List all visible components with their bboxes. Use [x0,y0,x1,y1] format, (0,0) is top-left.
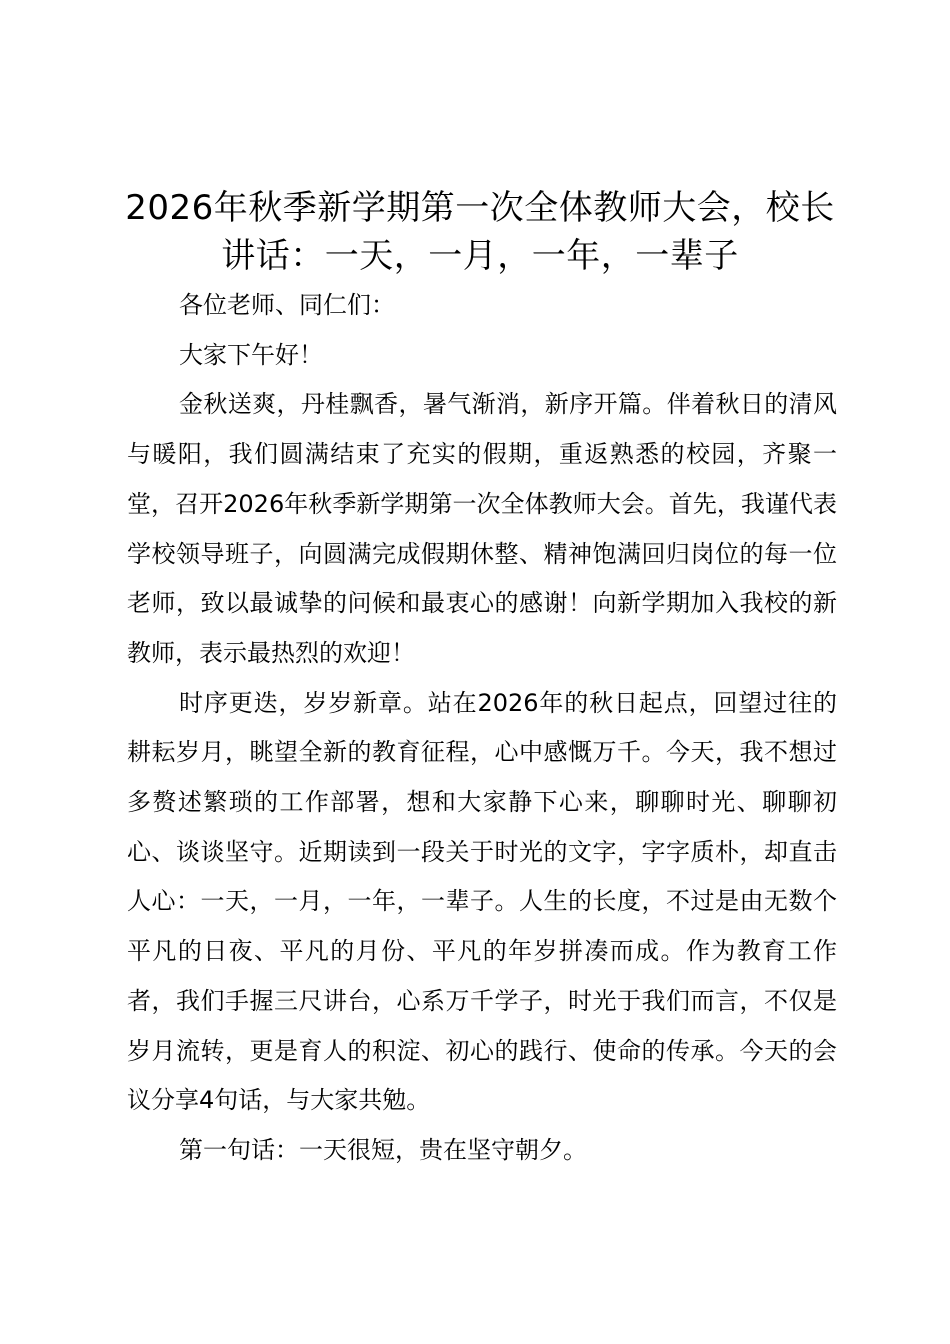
greeting-paragraph: 各位老师、同仁们： [179,291,395,319]
document-title: 2026年秋季新学期第一次全体教师大会，校长讲话：一天，一月，一年，一辈子 [125,188,835,276]
document-body [127,281,837,1176]
salutation-paragraph: 大家下午好！ [179,340,323,369]
theme-paragraph: 时序更迭，岁岁新章。站在2026年的秋日起点，回望过往的耕耘岁月，眺望全新的教育征程，心中感慨万千。今天，我不想过多赘述繁琐的工作部署，想和大家静下心来，聊聊时光、聊聊初心、谈谈坚守。近期读到一段关于时光的文字，字字质朴，却直击人心：一天，一月，一年，一辈子。人生的长度，不过是由无数个平凡的日夜、平凡的月份、平凡的年岁拼凑而成。作为教育工作者，我们手握三尺讲台，心系万千学子，时光于我们而言，不仅是岁月流转，更是育人的积淀、初心的践行、使命的传承。今天的会议分享4句话，与大家共勉。 [127,688,837,1115]
first-point-heading: 第一句话：一天很短，贵在坚守朝夕。 [179,1135,587,1164]
opening-paragraph: 金秋送爽，丹桂飘香，暑气渐消，新序开篇。伴着秋日的清风与暖阳，我们圆满结束了充实的假期，重返熟悉的校园，齐聚一堂，召开2026年秋季新学期第一次全体教师大会。首先，我谨代表学校领导班子，向圆满完成假期休整、精神饱满回归岗位的每一位老师，致以最诚挚的问候和最衷心的感谢！向新学期加入我校的新教师，表示最热烈的欢迎！ [127,390,837,667]
